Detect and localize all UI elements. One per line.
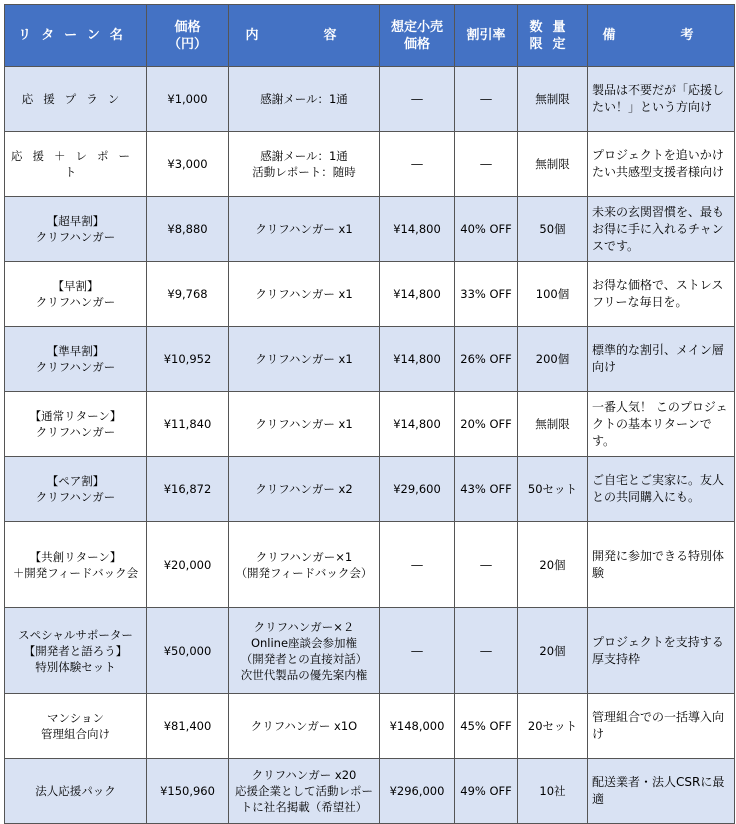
cell-discount: ― (455, 522, 518, 608)
table-row (5, 608, 735, 694)
cell-retail: ¥29,600 (380, 457, 455, 522)
cell-quantity: 50セット (518, 457, 588, 522)
cell-retail: ― (380, 522, 455, 608)
cell-name: 【超早割】 クリフハンガー (5, 197, 147, 262)
table-row (5, 327, 735, 392)
cell-retail: ¥14,800 (380, 197, 455, 262)
cell-notes: プロジェクトを支持する厚支持枠 (588, 608, 735, 694)
table-row (5, 522, 735, 608)
cell-notes: 未来の玄関習慣を、最もお得に手に入れるチャンスです。 (588, 197, 735, 262)
table-body (5, 67, 735, 824)
cell-discount: 45% OFF (455, 694, 518, 759)
cell-discount: ― (455, 608, 518, 694)
cell-discount: ― (455, 67, 518, 132)
header-retail: 想定小売 価格 (380, 5, 455, 67)
cell-retail: ¥148,000 (380, 694, 455, 759)
cell-retail: ¥14,800 (380, 327, 455, 392)
cell-content: クリフハンガー x1 (229, 197, 380, 262)
header-notes: 備 考 (588, 5, 735, 67)
cell-discount: 26% OFF (455, 327, 518, 392)
cell-content: 感謝メール：1通 (229, 67, 380, 132)
cell-quantity: 50個 (518, 197, 588, 262)
cell-notes: お得な価格で、ストレスフリーな毎日を。 (588, 262, 735, 327)
cell-content: クリフハンガー x1 (229, 262, 380, 327)
cell-quantity: 無制限 (518, 392, 588, 457)
table-row (5, 694, 735, 759)
cell-price: ¥50,000 (147, 608, 229, 694)
cell-name: 法人応援パック (5, 759, 147, 824)
cell-notes: 開発に参加できる特別体験 (588, 522, 735, 608)
returns-table-sheet (4, 4, 734, 824)
cell-content: クリフハンガー x1O (229, 694, 380, 759)
cell-notes: 配送業者・法人CSRに最適 (588, 759, 735, 824)
table-row (5, 67, 735, 132)
cell-retail: ― (380, 67, 455, 132)
cell-notes: 標準的な割引、メイン層向け (588, 327, 735, 392)
cell-notes: 管理組合での一括導入向け (588, 694, 735, 759)
cell-quantity: 200個 (518, 327, 588, 392)
cell-discount: 20% OFF (455, 392, 518, 457)
cell-retail: ― (380, 608, 455, 694)
cell-retail: ¥14,800 (380, 392, 455, 457)
cell-price: ¥10,952 (147, 327, 229, 392)
cell-notes: ご自宅とご実家に。友人との共同購入にも。 (588, 457, 735, 522)
cell-content: 感謝メール：1通 活動レポート：随時 (229, 132, 380, 197)
header-content: 内 容 (229, 5, 380, 67)
table-row (5, 262, 735, 327)
cell-content: クリフハンガー x1 (229, 392, 380, 457)
header-price: 価格 （円） (147, 5, 229, 67)
cell-discount: 40% OFF (455, 197, 518, 262)
cell-quantity: 20セット (518, 694, 588, 759)
cell-discount: 49% OFF (455, 759, 518, 824)
cell-name: 【共創リターン】 ＋開発フィードバック会 (5, 522, 147, 608)
cell-name: スペシャルサポーター 【開発者と語ろう】 特別体験セット (5, 608, 147, 694)
table-row (5, 392, 735, 457)
cell-content: クリフハンガー x1 (229, 327, 380, 392)
table-row (5, 132, 735, 197)
table-row (5, 197, 735, 262)
cell-notes: プロジェクトを追いかけたい共感型支援者様向け (588, 132, 735, 197)
cell-price: ¥20,000 (147, 522, 229, 608)
returns-table (4, 4, 735, 824)
cell-content: クリフハンガー×1 （開発フィードバック会） (229, 522, 380, 608)
cell-name: 【早割】 クリフハンガー (5, 262, 147, 327)
cell-retail: ¥14,800 (380, 262, 455, 327)
cell-name: 応援プラン (5, 67, 147, 132)
cell-name: 【準早割】 クリフハンガー (5, 327, 147, 392)
header-row (5, 5, 735, 67)
cell-price: ¥16,872 (147, 457, 229, 522)
cell-name: 【通常リターン】 クリフハンガー (5, 392, 147, 457)
cell-retail: ― (380, 132, 455, 197)
cell-content: クリフハンガー x2 (229, 457, 380, 522)
cell-discount: 33% OFF (455, 262, 518, 327)
cell-notes: 一番人気！ このプロジェクトの基本リターンです。 (588, 392, 735, 457)
header-discount: 割引率 (455, 5, 518, 67)
cell-quantity: 20個 (518, 522, 588, 608)
cell-content: クリフハンガー×２ Online座談会参加権 （開発者との直接対話） 次世代製品の優先案内権 (229, 608, 380, 694)
cell-discount: 43% OFF (455, 457, 518, 522)
cell-content: クリフハンガー x20 応援企業として活動レポートに社名掲載（希望社） (229, 759, 380, 824)
cell-quantity: 100個 (518, 262, 588, 327)
cell-quantity: 無制限 (518, 132, 588, 197)
cell-price: ¥3,000 (147, 132, 229, 197)
cell-name: 応援＋レポート (5, 132, 147, 197)
cell-quantity: 10社 (518, 759, 588, 824)
cell-retail: ¥296,000 (380, 759, 455, 824)
cell-price: ¥150,960 (147, 759, 229, 824)
cell-price: ¥1,000 (147, 67, 229, 132)
cell-discount: ― (455, 132, 518, 197)
cell-quantity: 20個 (518, 608, 588, 694)
cell-price: ¥9,768 (147, 262, 229, 327)
header-name: リターン名 (5, 5, 147, 67)
cell-price: ¥11,840 (147, 392, 229, 457)
cell-name: マンション 管理組合向け (5, 694, 147, 759)
cell-quantity: 無制限 (518, 67, 588, 132)
cell-price: ¥8,880 (147, 197, 229, 262)
cell-price: ¥81,400 (147, 694, 229, 759)
cell-name: 【ペア割】 クリフハンガー (5, 457, 147, 522)
cell-notes: 製品は不要だが「応援したい！」という方向け (588, 67, 735, 132)
table-row (5, 457, 735, 522)
header-quantity: 数量 限定 (518, 5, 588, 67)
